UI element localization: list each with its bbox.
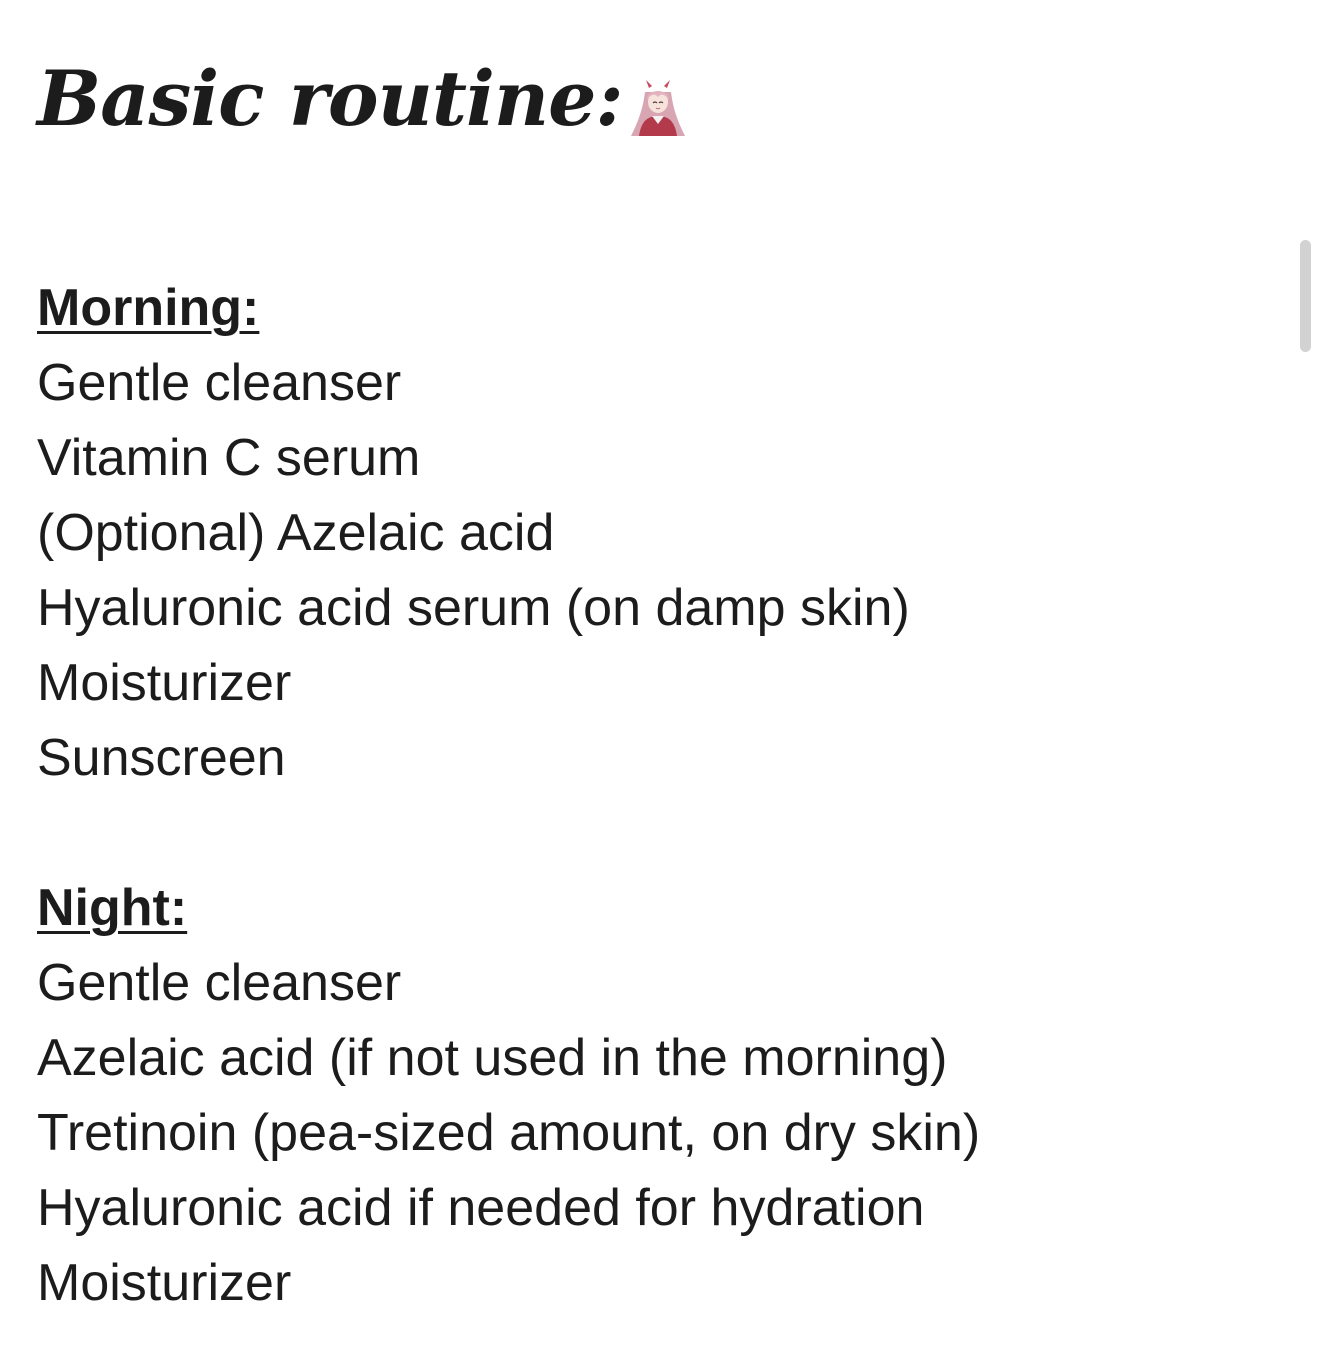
page-title: Basic routine: <box>37 54 623 143</box>
morning-section <box>37 271 910 796</box>
morning-item: Hyaluronic acid serum (on damp skin) <box>37 579 910 637</box>
night-item: Gentle cleanser <box>37 954 402 1012</box>
morning-item: Moisturizer <box>37 654 292 712</box>
night-heading: Night: <box>37 879 188 937</box>
title-row <box>37 44 691 144</box>
night-item: Moisturizer <box>37 1254 292 1312</box>
night-item: Hyaluronic acid if needed for hydration <box>37 1179 925 1237</box>
night-item: Azelaic acid (if not used in the morning) <box>37 1029 948 1087</box>
anime-girl-sticker-icon <box>625 78 691 136</box>
vertical-scrollbar[interactable] <box>1300 240 1311 352</box>
morning-item: Gentle cleanser <box>37 354 402 412</box>
morning-item: Sunscreen <box>37 729 286 787</box>
night-item: Tretinoin (pea-sized amount, on dry skin) <box>37 1104 981 1162</box>
night-section <box>37 871 980 1321</box>
morning-heading: Morning: <box>37 279 260 337</box>
morning-item: (Optional) Azelaic acid <box>37 504 555 562</box>
morning-item: Vitamin C serum <box>37 429 421 487</box>
